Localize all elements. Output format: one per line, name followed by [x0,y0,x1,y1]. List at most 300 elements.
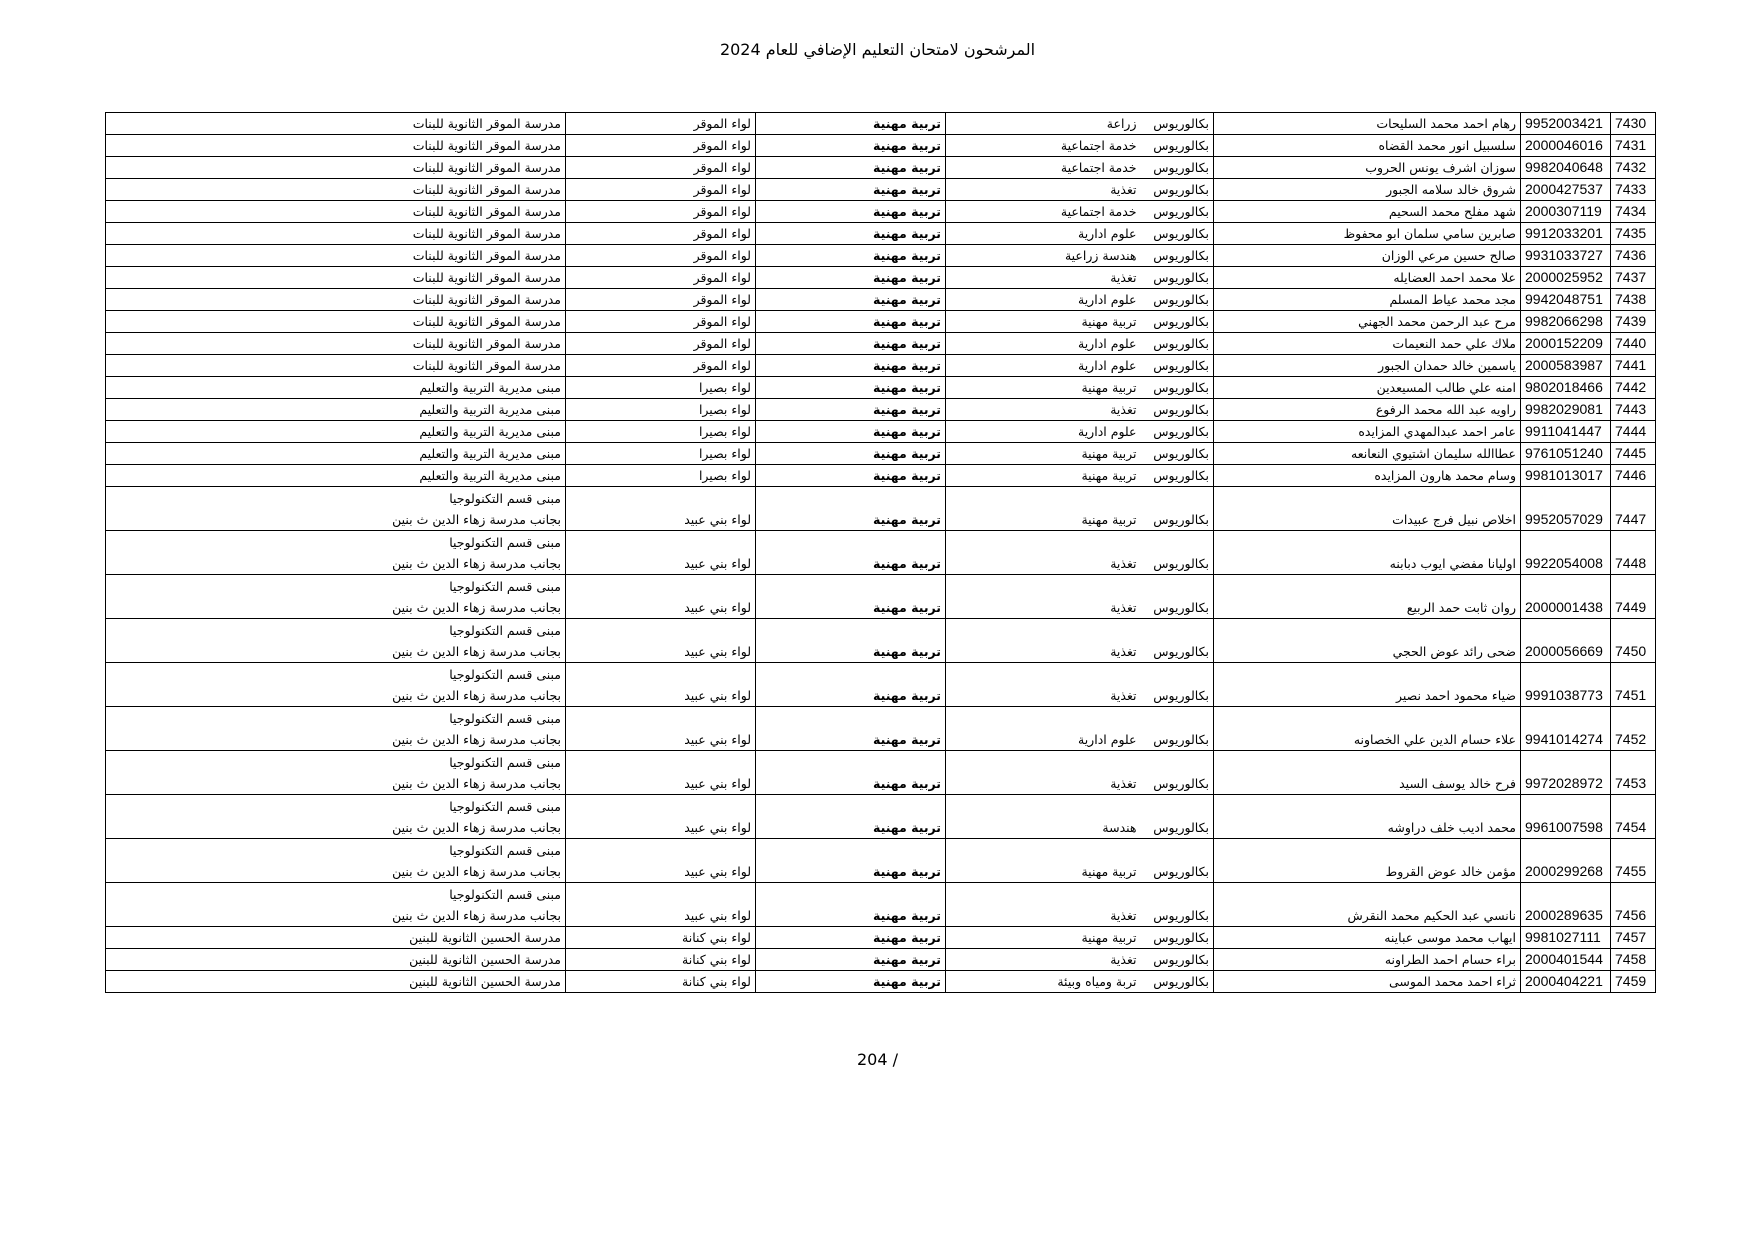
degree: بكالوريوس [1141,179,1214,201]
exam-location [106,751,566,795]
table-row [106,663,1656,707]
district: لواء بني كنانة [566,927,756,949]
location-line: بجانب مدرسة زهاء الدين ث بنين [392,600,561,615]
degree: بكالوريوس [1141,157,1214,179]
row-number: 7438 [1611,289,1656,311]
specialization: علوم ادارية [946,421,1141,443]
district: لواء الموقر [566,157,756,179]
exam-subject: تربية مهنية [756,707,946,751]
exam-subject: تربية مهنية [756,795,946,839]
candidate-name: مجد محمد عياط المسلم [1214,289,1521,311]
national-id: 9802018466 [1521,377,1611,399]
table-row [106,157,1656,179]
exam-location [106,487,566,531]
location-line: مبنى قسم التكنولوجيا [449,579,561,594]
degree: بكالوريوس [1141,311,1214,333]
table-row [106,135,1656,157]
specialization: تربية مهنية [946,487,1141,531]
degree: بكالوريوس [1141,575,1214,619]
row-number: 7444 [1611,421,1656,443]
table-row [106,223,1656,245]
specialization: تغذية [946,531,1141,575]
degree: بكالوريوس [1141,619,1214,663]
exam-location [106,245,566,267]
exam-location [106,377,566,399]
degree: بكالوريوس [1141,333,1214,355]
candidates-table [105,112,1656,993]
row-number: 7457 [1611,927,1656,949]
row-number: 7454 [1611,795,1656,839]
candidate-name: روان ثابت حمد الربيع [1214,575,1521,619]
exam-subject: تربية مهنية [756,839,946,883]
table-row [106,333,1656,355]
national-id: 9952057029 [1521,487,1611,531]
degree: بكالوريوس [1141,421,1214,443]
national-id: 2000152209 [1521,333,1611,355]
location-line: مدرسة الموقر الثانوية للبنات [412,226,561,241]
exam-location [106,443,566,465]
exam-location [106,179,566,201]
exam-location [106,531,566,575]
exam-location [106,949,566,971]
location-line: مبنى مديرية التربية والتعليم [419,402,561,417]
location-line: مدرسة الموقر الثانوية للبنات [412,314,561,329]
location-line: مدرسة الموقر الثانوية للبنات [412,358,561,373]
row-number: 7447 [1611,487,1656,531]
specialization: تغذية [946,751,1141,795]
candidate-name: شروق خالد سلامه الجبور [1214,179,1521,201]
exam-location [106,927,566,949]
degree: بكالوريوس [1141,839,1214,883]
exam-subject: تربية مهنية [756,157,946,179]
location-line: مدرسة الموقر الثانوية للبنات [412,248,561,263]
national-id: 2000056669 [1521,619,1611,663]
row-number: 7440 [1611,333,1656,355]
degree: بكالوريوس [1141,245,1214,267]
candidate-name: راويه عبد الله محمد الرفوع [1214,399,1521,421]
national-id: 2000001438 [1521,575,1611,619]
exam-location [106,201,566,223]
exam-subject: تربية مهنية [756,751,946,795]
location-line: بجانب مدرسة زهاء الدين ث بنين [392,820,561,835]
degree: بكالوريوس [1141,267,1214,289]
location-line: مبنى مديرية التربية والتعليم [419,446,561,461]
location-line: بجانب مدرسة زهاء الدين ث بنين [392,556,561,571]
row-number: 7431 [1611,135,1656,157]
national-id: 9952003421 [1521,113,1611,135]
candidate-name: ضحى رائد عوض الحجي [1214,619,1521,663]
degree: بكالوريوس [1141,355,1214,377]
location-line: مبنى قسم التكنولوجيا [449,667,561,682]
row-number: 7459 [1611,971,1656,993]
table-row [106,949,1656,971]
degree: بكالوريوس [1141,113,1214,135]
location-line: مبنى قسم التكنولوجيا [449,491,561,506]
district: لواء الموقر [566,223,756,245]
candidate-name: وسام محمد هارون المزايده [1214,465,1521,487]
district: لواء بني عبيد [566,663,756,707]
specialization: تربية مهنية [946,927,1141,949]
exam-location [106,707,566,751]
row-number: 7442 [1611,377,1656,399]
location-line: مدرسة الموقر الثانوية للبنات [412,204,561,219]
table-row [106,399,1656,421]
row-number: 7446 [1611,465,1656,487]
district: لواء بني عبيد [566,487,756,531]
exam-subject: تربية مهنية [756,245,946,267]
district: لواء بني عبيد [566,795,756,839]
candidate-name: علا محمد احمد العضايله [1214,267,1521,289]
table-row [106,311,1656,333]
row-number: 7437 [1611,267,1656,289]
table-row [106,355,1656,377]
national-id: 9982066298 [1521,311,1611,333]
table-row [106,575,1656,619]
specialization: تغذية [946,883,1141,927]
national-id: 9961007598 [1521,795,1611,839]
specialization: خدمة اجتماعية [946,201,1141,223]
district: لواء الموقر [566,135,756,157]
row-number: 7443 [1611,399,1656,421]
district: لواء الموقر [566,267,756,289]
table-row [106,795,1656,839]
exam-subject: تربية مهنية [756,333,946,355]
candidate-name: شهد مفلح محمد السحيم [1214,201,1521,223]
exam-subject: تربية مهنية [756,949,946,971]
row-number: 7439 [1611,311,1656,333]
specialization: تربية مهنية [946,465,1141,487]
specialization: علوم ادارية [946,223,1141,245]
district: لواء بني عبيد [566,751,756,795]
exam-location [106,575,566,619]
exam-location [106,223,566,245]
specialization: هندسة [946,795,1141,839]
district: لواء الموقر [566,245,756,267]
national-id: 2000289635 [1521,883,1611,927]
national-id: 9931033727 [1521,245,1611,267]
exam-location [106,971,566,993]
location-line: مبنى قسم التكنولوجيا [449,887,561,902]
exam-location [106,113,566,135]
exam-subject: تربية مهنية [756,113,946,135]
specialization: تربية مهنية [946,443,1141,465]
exam-subject: تربية مهنية [756,487,946,531]
degree: بكالوريوس [1141,399,1214,421]
table-row [106,377,1656,399]
specialization: تربية مهنية [946,311,1141,333]
candidate-name: ثراء احمد محمد الموسى [1214,971,1521,993]
exam-subject: تربية مهنية [756,289,946,311]
location-line: بجانب مدرسة زهاء الدين ث بنين [392,732,561,747]
national-id: 9761051240 [1521,443,1611,465]
location-line: مبنى قسم التكنولوجيا [449,799,561,814]
location-line: مبنى قسم التكنولوجيا [449,623,561,638]
candidate-name: مؤمن خالد عوض القروط [1214,839,1521,883]
district: لواء بصيرا [566,443,756,465]
specialization: تغذية [946,949,1141,971]
degree: بكالوريوس [1141,135,1214,157]
exam-subject: تربية مهنية [756,465,946,487]
national-id: 9922054008 [1521,531,1611,575]
exam-subject: تربية مهنية [756,355,946,377]
table-row [106,487,1656,531]
exam-subject: تربية مهنية [756,179,946,201]
table-row [106,619,1656,663]
exam-location [106,465,566,487]
district: لواء بصيرا [566,399,756,421]
degree: بكالوريوس [1141,949,1214,971]
specialization: علوم ادارية [946,289,1141,311]
specialization: تغذية [946,399,1141,421]
exam-subject: تربية مهنية [756,443,946,465]
candidate-name: فرح خالد يوسف السيد [1214,751,1521,795]
exam-location [106,135,566,157]
national-id: 2000404221 [1521,971,1611,993]
row-number: 7445 [1611,443,1656,465]
district: لواء بني عبيد [566,619,756,663]
exam-location [106,267,566,289]
exam-subject: تربية مهنية [756,223,946,245]
location-line: بجانب مدرسة زهاء الدين ث بنين [392,776,561,791]
candidate-name: سلسبيل انور محمد القضاه [1214,135,1521,157]
table-row [106,443,1656,465]
location-line: مدرسة الموقر الثانوية للبنات [412,336,561,351]
row-number: 7433 [1611,179,1656,201]
row-number: 7435 [1611,223,1656,245]
district: لواء الموقر [566,333,756,355]
specialization: تغذية [946,179,1141,201]
district: لواء الموقر [566,289,756,311]
district: لواء الموقر [566,355,756,377]
district: لواء الموقر [566,201,756,223]
table-row [106,179,1656,201]
specialization: علوم ادارية [946,355,1141,377]
exam-location [106,795,566,839]
candidate-name: محمد اديب خلف دراوشه [1214,795,1521,839]
degree: بكالوريوس [1141,663,1214,707]
degree: بكالوريوس [1141,377,1214,399]
district: لواء بصيرا [566,421,756,443]
candidate-name: صابرين سامي سلمان ابو محفوظ [1214,223,1521,245]
national-id: 9982040648 [1521,157,1611,179]
row-number: 7441 [1611,355,1656,377]
degree: بكالوريوس [1141,795,1214,839]
exam-subject: تربية مهنية [756,927,946,949]
degree: بكالوريوس [1141,927,1214,949]
degree: بكالوريوس [1141,971,1214,993]
table-row [106,531,1656,575]
national-id: 2000427537 [1521,179,1611,201]
row-number: 7430 [1611,113,1656,135]
candidate-name: ايهاب محمد موسى عباينه [1214,927,1521,949]
candidate-name: ملاك علي حمد النعيمات [1214,333,1521,355]
specialization: زراعة [946,113,1141,135]
row-number: 7455 [1611,839,1656,883]
table-row [106,465,1656,487]
location-line: مدرسة الموقر الثانوية للبنات [412,116,561,131]
degree: بكالوريوس [1141,883,1214,927]
specialization: علوم ادارية [946,707,1141,751]
national-id: 2000583987 [1521,355,1611,377]
location-line: بجانب مدرسة زهاء الدين ث بنين [392,864,561,879]
location-line: مبنى قسم التكنولوجيا [449,711,561,726]
national-id: 9941014274 [1521,707,1611,751]
degree: بكالوريوس [1141,289,1214,311]
candidate-name: صالح حسين مرعي الوزان [1214,245,1521,267]
district: لواء بني عبيد [566,839,756,883]
specialization: تغذية [946,575,1141,619]
row-number: 7432 [1611,157,1656,179]
location-line: مبنى مديرية التربية والتعليم [419,468,561,483]
table-row [106,245,1656,267]
location-line: مدرسة الحسين الثانوية للبنين [409,974,561,989]
exam-subject: تربية مهنية [756,267,946,289]
national-id: 9981027111 [1521,927,1611,949]
table-row [106,113,1656,135]
row-number: 7451 [1611,663,1656,707]
district: لواء بني عبيد [566,531,756,575]
candidate-name: رهام احمد محمد السليحات [1214,113,1521,135]
national-id: 2000046016 [1521,135,1611,157]
national-id: 9911041447 [1521,421,1611,443]
degree: بكالوريوس [1141,465,1214,487]
degree: بكالوريوس [1141,531,1214,575]
candidate-name: امنه علي طالب المسيعدين [1214,377,1521,399]
national-id: 9981013017 [1521,465,1611,487]
exam-location [106,663,566,707]
candidate-name: سوزان اشرف يونس الحروب [1214,157,1521,179]
district: لواء الموقر [566,311,756,333]
row-number: 7434 [1611,201,1656,223]
specialization: خدمة اجتماعية [946,135,1141,157]
candidate-name: اخلاص نبيل فرج عبيدات [1214,487,1521,531]
row-number: 7458 [1611,949,1656,971]
table-row [106,971,1656,993]
location-line: مدرسة الموقر الثانوية للبنات [412,182,561,197]
table-row [106,707,1656,751]
degree: بكالوريوس [1141,201,1214,223]
location-line: مدرسة الموقر الثانوية للبنات [412,160,561,175]
table-row [106,927,1656,949]
national-id: 2000307119 [1521,201,1611,223]
location-line: مبنى قسم التكنولوجيا [449,535,561,550]
location-line: بجانب مدرسة زهاء الدين ث بنين [392,512,561,527]
row-number: 7456 [1611,883,1656,927]
location-line: بجانب مدرسة زهاء الدين ث بنين [392,644,561,659]
exam-location [106,883,566,927]
exam-location [106,619,566,663]
exam-subject: تربية مهنية [756,377,946,399]
page-title: المرشحون لامتحان التعليم الإضافي للعام 2024 [719,40,1036,59]
national-id: 2000025952 [1521,267,1611,289]
row-number: 7450 [1611,619,1656,663]
location-line: مدرسة الموقر الثانوية للبنات [412,270,561,285]
location-line: مدرسة الموقر الثانوية للبنات [412,138,561,153]
location-line: بجانب مدرسة زهاء الدين ث بنين [392,908,561,923]
table-row [106,421,1656,443]
specialization: تغذية [946,267,1141,289]
candidate-name: مرح عبد الرحمن محمد الجهني [1214,311,1521,333]
specialization: هندسة زراعية [946,245,1141,267]
row-number: 7448 [1611,531,1656,575]
district: لواء الموقر [566,113,756,135]
district: لواء بني عبيد [566,707,756,751]
district: لواء بصيرا [566,377,756,399]
exam-subject: تربية مهنية [756,663,946,707]
row-number: 7452 [1611,707,1656,751]
district: لواء الموقر [566,179,756,201]
district: لواء بني عبيد [566,883,756,927]
candidate-name: براء حسام احمد الطراونه [1214,949,1521,971]
table-row [106,201,1656,223]
national-id: 9912033201 [1521,223,1611,245]
degree: بكالوريوس [1141,487,1214,531]
exam-subject: تربية مهنية [756,531,946,575]
specialization: علوم ادارية [946,333,1141,355]
exam-location [106,289,566,311]
location-line: مدرسة الحسين الثانوية للبنين [409,930,561,945]
exam-subject: تربية مهنية [756,135,946,157]
district: لواء بني عبيد [566,575,756,619]
location-line: مدرسة الموقر الثانوية للبنات [412,292,561,307]
degree: بكالوريوس [1141,707,1214,751]
district: لواء بني كنانة [566,949,756,971]
district: لواء بصيرا [566,465,756,487]
candidate-name: نانسي عبد الحكيم محمد النقرش [1214,883,1521,927]
exam-location [106,333,566,355]
degree: بكالوريوس [1141,751,1214,795]
candidate-name: اوليانا مفضي ايوب دبابنه [1214,531,1521,575]
exam-subject: تربية مهنية [756,883,946,927]
exam-subject: تربية مهنية [756,201,946,223]
table-row [106,839,1656,883]
exam-subject: تربية مهنية [756,971,946,993]
specialization: تغذية [946,663,1141,707]
national-id: 2000401544 [1521,949,1611,971]
exam-subject: تربية مهنية [756,421,946,443]
specialization: تغذية [946,619,1141,663]
location-line: مبنى قسم التكنولوجيا [449,843,561,858]
location-line: مبنى مديرية التربية والتعليم [419,424,561,439]
location-line: مبنى مديرية التربية والتعليم [419,380,561,395]
page-number: 204 / [856,1050,898,1069]
district: لواء بني كنانة [566,971,756,993]
location-line: مدرسة الحسين الثانوية للبنين [409,952,561,967]
specialization: تربة ومياه وبيئة [946,971,1141,993]
row-number: 7449 [1611,575,1656,619]
candidate-name: ياسمين خالد حمدان الجبور [1214,355,1521,377]
exam-location [106,311,566,333]
national-id: 2000299268 [1521,839,1611,883]
exam-location [106,421,566,443]
national-id: 9991038773 [1521,663,1611,707]
table-row [106,289,1656,311]
specialization: تربية مهنية [946,377,1141,399]
table-row [106,883,1656,927]
exam-subject: تربية مهنية [756,311,946,333]
candidate-name: عامر احمد عبدالمهدي المزايده [1214,421,1521,443]
national-id: 9982029081 [1521,399,1611,421]
national-id: 9972028972 [1521,751,1611,795]
exam-subject: تربية مهنية [756,575,946,619]
national-id: 9942048751 [1521,289,1611,311]
exam-location [106,839,566,883]
table-row [106,751,1656,795]
row-number: 7453 [1611,751,1656,795]
row-number: 7436 [1611,245,1656,267]
candidate-name: عطاالله سليمان اشتيوي النعانعه [1214,443,1521,465]
exam-location [106,355,566,377]
